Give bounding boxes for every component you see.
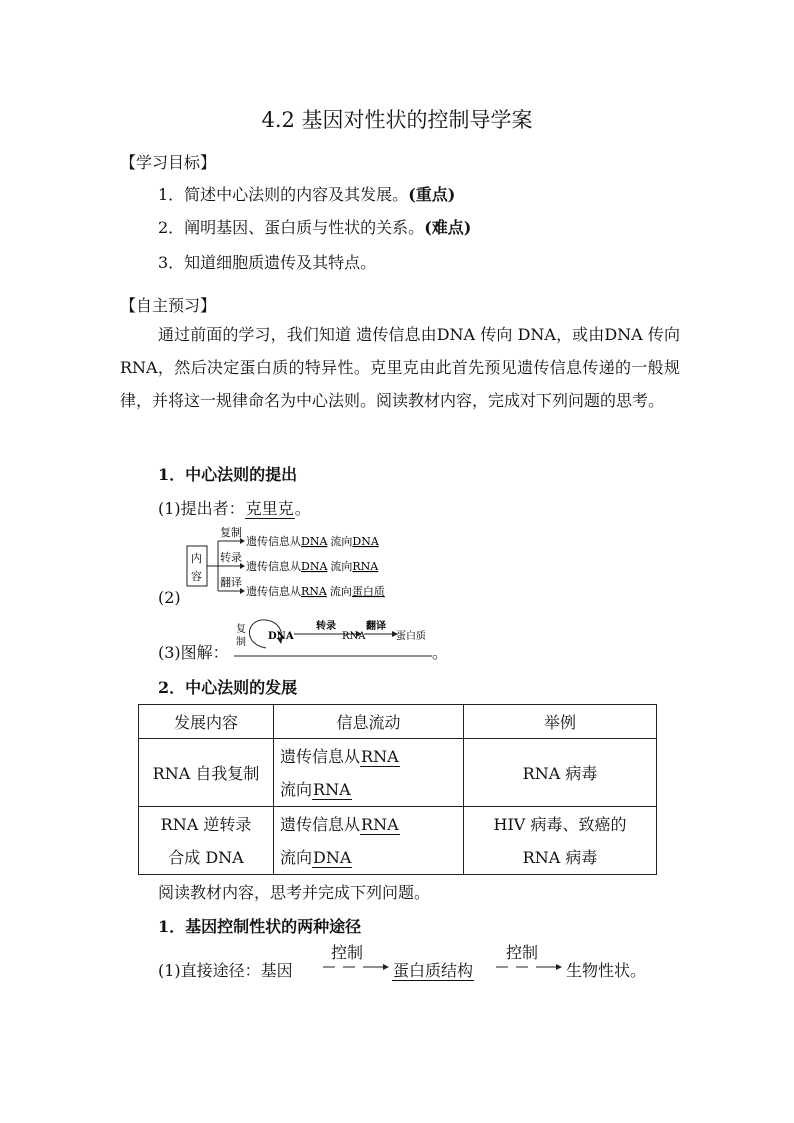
svg-text:复: 复 <box>236 624 246 635</box>
table-header: 发展内容 <box>139 705 274 739</box>
content-box-label: 内 <box>191 552 202 565</box>
content-box-label: 容 <box>191 570 202 583</box>
branch-text: 遗传信息从RNA 流向蛋白质 <box>246 585 385 598</box>
table-row <box>139 807 657 875</box>
table-cell: HIV 病毒、致癌的 RNA 病毒 <box>464 807 657 875</box>
table-header: 举例 <box>464 705 657 739</box>
dna-label: DNA <box>268 631 294 642</box>
section-heading: 1．基因控制性状的两种途径 <box>158 917 362 936</box>
svg-text:制: 制 <box>236 637 246 648</box>
table-cell: 遗传信息从RNA 流向DNA <box>274 807 464 875</box>
right-arrow-icon <box>321 960 391 974</box>
table-cell: RNA 自我复制 <box>139 739 274 807</box>
arrow-label: 控制 <box>506 943 539 962</box>
goals-header: 【学习目标】 <box>120 153 217 172</box>
instruction-text: 阅读教材内容，思考并完成下列问题。 <box>158 883 431 902</box>
question-3-label: (3)图解： <box>158 643 229 662</box>
process-label: 复制 <box>220 526 242 539</box>
preview-header: 【自主预习】 <box>120 296 217 315</box>
goal-item: 2．阐明基因、蛋白质与性状的关系。(难点) <box>158 218 472 237</box>
table-row <box>139 739 657 807</box>
central-dogma-diagram <box>232 614 452 660</box>
development-table <box>138 704 657 875</box>
branch-text: 遗传信息从DNA 流向DNA <box>246 535 379 548</box>
goal-tag: (难点) <box>424 218 472 237</box>
table-header-row <box>139 705 657 739</box>
table-header: 信息流动 <box>274 705 464 739</box>
goal-item: 3．知道细胞质遗传及其特点。 <box>158 253 377 272</box>
process-label: 翻译 <box>220 576 242 589</box>
rna-label: RNA <box>342 631 366 642</box>
page-title: 4.2 基因对性状的控制导学案 <box>261 108 533 132</box>
arrow-label: 控制 <box>331 943 364 962</box>
table-cell: RNA 逆转录 合成 DNA <box>139 807 274 875</box>
section-heading: 1．中心法则的提出 <box>158 465 298 484</box>
answer-blank: 克里克 <box>245 499 294 518</box>
direct-pathway: (1)直接途径：基因 <box>158 961 293 980</box>
table-cell: 遗传信息从RNA 流向RNA <box>274 739 464 807</box>
answer-blank: 蛋白质结构 <box>393 961 474 980</box>
table-cell: RNA 病毒 <box>464 739 657 807</box>
protein-label: 蛋白质 <box>396 631 426 642</box>
translate-label: 翻译 <box>366 621 386 632</box>
pathway-end: 生物性状。 <box>566 961 647 980</box>
right-arrow-icon <box>494 960 564 974</box>
goal-item: 1．简述中心法则的内容及其发展。(重点) <box>158 185 456 204</box>
content-tree-diagram <box>180 524 420 604</box>
replication-loop <box>249 620 266 648</box>
transcribe-label: 转录 <box>316 621 336 632</box>
section-heading: 2．中心法则的发展 <box>158 678 298 697</box>
question-2-label: (2) <box>158 588 181 607</box>
goal-tag: (重点) <box>408 185 456 204</box>
branch-text: 遗传信息从DNA 流向RNA <box>246 560 379 573</box>
preview-paragraph: 通过前面的学习，我们知道 遗传信息由DNA 传向 DNA，或由DNA 传向 RNA，然后决定蛋白质的特异性。克里克由此首先预见遗传信息传递的一般规律，并将这一规律命名为中心法则。阅读教材内容，完成对下列问题的思考。 <box>120 325 680 410</box>
process-label: 转录 <box>220 551 242 564</box>
question-1: (1)提出者：克里克。 <box>158 499 311 518</box>
